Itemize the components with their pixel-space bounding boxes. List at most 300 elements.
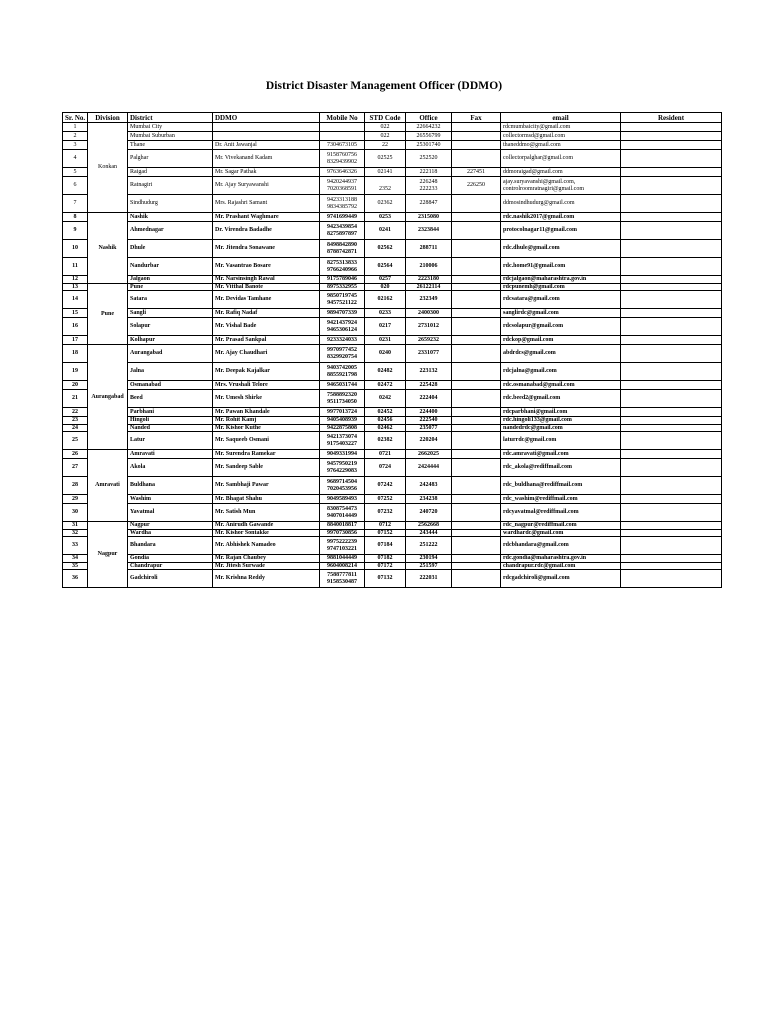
resident-cell [621,390,722,408]
std-code-cell: 07184 [365,537,406,555]
sr-no-cell: 33 [63,537,88,555]
mobile-cell: 9420244937 7020368591 [320,177,365,195]
fax-cell [452,381,501,390]
fax-cell [452,417,501,425]
fax-cell [452,570,501,588]
district-cell: Mumbai Suburban [128,132,213,141]
mobile-cell: 8975332955 [320,283,365,291]
header-email: email [501,113,621,123]
sr-no-cell: 9 [63,222,88,240]
table-row [63,529,722,537]
ddmo-cell: Dr. Anit Jawanjal [213,141,320,150]
email-cell: sanglirdc@gmail.com [501,309,621,318]
email-cell: rdc.home91@gmail.com [501,258,621,276]
resident-cell [621,417,722,425]
email-cell: rdcmumbaicity@gmail.com [501,123,621,132]
table-row [63,432,722,450]
email-cell: rdc.hingoli133@gmail.com [501,417,621,425]
email-cell: thaneddmo@gmail.com [501,141,621,150]
ddmo-cell: Mr. Anirudh Gawande [213,522,320,530]
sr-no-cell: 26 [63,450,88,459]
ddmo-cell: Mr. Kishor Sontakke [213,529,320,537]
sr-no-cell: 36 [63,570,88,588]
sr-no-cell: 24 [63,424,88,432]
ddmo-cell: Mr. Prashant Waghmare [213,213,320,222]
district-cell: Jalna [128,363,213,381]
office-cell: 2659232 [406,336,452,345]
district-cell: Raigad [128,168,213,177]
office-cell: 26556799 [406,132,452,141]
std-code-cell: 07182 [365,555,406,563]
mobile-cell: 8308754473 9407014449 [320,504,365,522]
office-cell: 234238 [406,495,452,504]
table-row [63,570,722,588]
sr-no-cell: 18 [63,345,88,363]
fax-cell [452,390,501,408]
ddmo-cell: Mr. Ajay Chaudhari [213,345,320,363]
sr-no-cell: 34 [63,555,88,563]
mobile-cell: 8840018817 [320,522,365,530]
email-cell: protocolnagar11@gmail.com [501,222,621,240]
district-cell: Bhandara [128,537,213,555]
office-cell: 230194 [406,555,452,563]
district-cell: Akola [128,459,213,477]
std-code-cell: 07152 [365,529,406,537]
email-cell: rdc.osmanabad@gmail.com [501,381,621,390]
table-row [63,150,722,168]
fax-cell [452,222,501,240]
mobile-cell: 9465031744 [320,381,365,390]
table-row [63,141,722,150]
district-cell: Palghar [128,150,213,168]
std-code-cell: 0217 [365,318,406,336]
sr-no-cell: 19 [63,363,88,381]
table-row [63,177,722,195]
resident-cell [621,258,722,276]
district-cell: Kolhapur [128,336,213,345]
fax-cell [452,450,501,459]
std-code-cell: 0712 [365,522,406,530]
ddmo-cell: Mr. Krishna Reddy [213,570,320,588]
office-cell: 22664232 [406,123,452,132]
mobile-cell: 9977013724 [320,408,365,417]
sr-no-cell: 21 [63,390,88,408]
table-row [63,522,722,530]
resident-cell [621,123,722,132]
ddmo-cell: Mr. Bhagat Shahu [213,495,320,504]
resident-cell [621,276,722,284]
sr-no-cell: 6 [63,177,88,195]
std-code-cell: 0724 [365,459,406,477]
fax-cell [452,495,501,504]
sr-no-cell: 29 [63,495,88,504]
office-cell: 225428 [406,381,452,390]
mobile-cell: 9158760756 8329439902 [320,150,365,168]
office-cell: 226248 222233 [406,177,452,195]
resident-cell [621,522,722,530]
table-row [63,424,722,432]
resident-cell [621,345,722,363]
mobile-cell: 9850719745 9457521122 [320,291,365,309]
ddmo-table [62,112,722,588]
resident-cell [621,150,722,168]
std-code-cell: 0241 [365,222,406,240]
header-row [63,113,722,123]
table-row [63,477,722,495]
resident-cell [621,318,722,336]
office-cell: 288711 [406,240,452,258]
district-cell: Dhule [128,240,213,258]
email-cell: collectorpalghar@gmail.com [501,150,621,168]
email-cell: ajay.suryavanshi@gmail.com, controlroomratnagiri@gmail.com [501,177,621,195]
email-cell: rdc.amravati@gmail.com [501,450,621,459]
sr-no-cell: 16 [63,318,88,336]
resident-cell [621,132,722,141]
email-cell: abdrdcs@gmail.com [501,345,621,363]
sr-no-cell: 1 [63,123,88,132]
fax-cell [452,477,501,495]
office-cell: 252520 [406,150,452,168]
resident-cell [621,408,722,417]
std-code-cell: 0231 [365,336,406,345]
ddmo-cell: Mr. Prasad Sankpal [213,336,320,345]
email-cell: nandedrdc@gmail.com [501,424,621,432]
mobile-cell: 9970977452 8329920754 [320,345,365,363]
table-row [63,417,722,425]
mobile-cell [320,123,365,132]
district-cell: Gondia [128,555,213,563]
ddmo-cell: Dr. Virendra Badadhe [213,222,320,240]
email-cell: ddmosindhudurg@gmail.com [501,195,621,213]
division-cell: Nashik [88,213,128,284]
district-cell: Solapur [128,318,213,336]
sr-no-cell: 17 [63,336,88,345]
std-code-cell: 07132 [365,570,406,588]
fax-cell [452,504,501,522]
ddmo-cell: Mr. Satish Mun [213,504,320,522]
mobile-cell: 9457950219 9764229083 [320,459,365,477]
office-cell: 26122114 [406,283,452,291]
sr-no-cell: 32 [63,529,88,537]
district-cell: Thane [128,141,213,150]
fax-cell [452,283,501,291]
district-cell: Latur [128,432,213,450]
std-code-cell: 02162 [365,291,406,309]
email-cell: collectormsd@gmail.com [501,132,621,141]
table-row [63,495,722,504]
fax-cell [452,555,501,563]
ddmo-cell: Mr. Deepak Kajalkar [213,363,320,381]
std-code-cell: 02456 [365,417,406,425]
std-code-cell: 02564 [365,258,406,276]
table-row [63,240,722,258]
sr-no-cell: 10 [63,240,88,258]
table-row [63,222,722,240]
std-code-cell: 02472 [365,381,406,390]
sr-no-cell: 28 [63,477,88,495]
table-row [63,459,722,477]
resident-cell [621,537,722,555]
district-cell: Ahmednagar [128,222,213,240]
resident-cell [621,291,722,309]
office-cell: 243444 [406,529,452,537]
fax-cell [452,562,501,570]
header-sr-no: Sr. No. [63,113,88,123]
office-cell: 222404 [406,390,452,408]
resident-cell [621,141,722,150]
sr-no-cell: 2 [63,132,88,141]
std-code-cell: 0233 [365,309,406,318]
table-row [63,291,722,309]
email-cell: rdc_akola@rediffmail.com [501,459,621,477]
ddmo-cell: Mr. Vasantrao Bosare [213,258,320,276]
std-code-cell: 02462 [365,424,406,432]
fax-cell [452,408,501,417]
std-code-cell: 0253 [365,213,406,222]
district-cell: Amravati [128,450,213,459]
std-code-cell: 02362 [365,195,406,213]
header-district: District [128,113,213,123]
district-cell: Chandrapur [128,562,213,570]
ddmo-cell: Mr. Umesh Shirke [213,390,320,408]
email-cell: rdc.gondia@maharashtra.gov.in [501,555,621,563]
table-row [63,318,722,336]
division-cell: Nagpur [88,522,128,588]
table-row [63,381,722,390]
ddmo-cell: Mr. Vivekanand Kadam [213,150,320,168]
ddmo-cell: Mrs. Vrushali Telore [213,381,320,390]
resident-cell [621,283,722,291]
fax-cell [452,291,501,309]
email-cell: rdckop@gmail.com [501,336,621,345]
table-row [63,195,722,213]
ddmo-cell: Mr. Vishal Bade [213,318,320,336]
resident-cell [621,363,722,381]
mobile-cell: 9881044449 [320,555,365,563]
resident-cell [621,495,722,504]
ddmo-cell: Mr. Sandeep Sable [213,459,320,477]
ddmo-cell: Mr. Narsinsingh Rawal [213,276,320,284]
header-ddmo: DDMO [213,113,320,123]
resident-cell [621,477,722,495]
mobile-cell: 8275313833 9766240966 [320,258,365,276]
mobile-cell: 9970730856 [320,529,365,537]
email-cell: rdcsatara@gmail.com [501,291,621,309]
table-row [63,408,722,417]
std-code-cell: 0240 [365,345,406,363]
office-cell: 242483 [406,477,452,495]
office-cell: 224400 [406,408,452,417]
office-cell: 228847 [406,195,452,213]
ddmo-cell: Mr. Sagar Pathak [213,168,320,177]
std-code-cell: 02482 [365,363,406,381]
district-cell: Nandurbar [128,258,213,276]
ddmo-cell: Mr. Jitendra Sonawane [213,240,320,258]
sr-no-cell: 25 [63,432,88,450]
office-cell: 2223180 [406,276,452,284]
district-cell: Parbhani [128,408,213,417]
fax-cell [452,141,501,150]
district-cell: Hingoli [128,417,213,425]
sr-no-cell: 30 [63,504,88,522]
district-cell: Washim [128,495,213,504]
email-cell: rdc_nagpur@rediffmail.com [501,522,621,530]
division-cell: Konkan [88,123,128,213]
email-cell: rdc.nashik2017@gmail.com [501,213,621,222]
mobile-cell: 9741699449 [320,213,365,222]
table-row [63,345,722,363]
mobile-cell: 9689714504 7020453956 [320,477,365,495]
email-cell: rdc_washim@rediffmail.com [501,495,621,504]
resident-cell [621,450,722,459]
sr-no-cell: 13 [63,283,88,291]
mobile-cell: 9894707339 [320,309,365,318]
ddmo-cell: Mr. Rohit Kamj [213,417,320,425]
sr-no-cell: 4 [63,150,88,168]
office-cell: 222031 [406,570,452,588]
email-cell: rdcgadchiroli@gmail.com [501,570,621,588]
fax-cell [452,345,501,363]
ddmo-cell: Mr. Vitthal Banote [213,283,320,291]
mobile-cell: 9405408939 [320,417,365,425]
mobile-cell: 7588892320 9511734050 [320,390,365,408]
fax-cell [452,363,501,381]
office-cell: 222540 [406,417,452,425]
division-cell: Amravati [88,450,128,522]
fax-cell [452,195,501,213]
office-cell: 210006 [406,258,452,276]
email-cell: rdcbhandara@gmail.com [501,537,621,555]
table-row [63,504,722,522]
table-row [63,390,722,408]
table-row [63,336,722,345]
email-cell: laturrdc@gmail.com [501,432,621,450]
mobile-cell: 9421373074 9175403227 [320,432,365,450]
office-cell: 2331077 [406,345,452,363]
office-cell: 2731012 [406,318,452,336]
district-cell: Wardha [128,529,213,537]
district-cell: Beed [128,390,213,408]
table-row [63,363,722,381]
ddmo-cell: Mr. Kishor Kuthe [213,424,320,432]
email-cell: ddmoraigad@gmail.com [501,168,621,177]
division-cell: Pune [88,283,128,345]
fax-cell [452,459,501,477]
office-cell: 25301740 [406,141,452,150]
sr-no-cell: 31 [63,522,88,530]
resident-cell [621,459,722,477]
sr-no-cell: 20 [63,381,88,390]
std-code-cell: 07252 [365,495,406,504]
resident-cell [621,555,722,563]
email-cell: rdc.dhule@gmail.com [501,240,621,258]
mobile-cell: 9423313188 9834385792 [320,195,365,213]
ddmo-cell: Mr. Abhishek Namadeo [213,537,320,555]
office-cell: 251597 [406,562,452,570]
resident-cell [621,168,722,177]
table-row [63,258,722,276]
office-cell: 240720 [406,504,452,522]
ddmo-cell: Mrs. Rajashri Samant [213,195,320,213]
table-row [63,123,722,132]
sr-no-cell: 35 [63,562,88,570]
resident-cell [621,424,722,432]
email-cell: rdcyavatmal@rediffmail.com [501,504,621,522]
mobile-cell: 9763646326 [320,168,365,177]
email-cell: rdcpunemh@gmail.com [501,283,621,291]
mobile-cell: 9403742005 8855921798 [320,363,365,381]
std-code-cell: 02141 [365,168,406,177]
district-cell: Nagpur [128,522,213,530]
std-code-cell: 020 [365,283,406,291]
sr-no-cell: 3 [63,141,88,150]
fax-cell [452,529,501,537]
office-cell: 2662025 [406,450,452,459]
fax-cell [452,150,501,168]
mobile-cell: 9049331994 [320,450,365,459]
std-code-cell: 0721 [365,450,406,459]
header-office: Office [406,113,452,123]
office-cell: 2424444 [406,459,452,477]
mobile-cell: 9604008214 [320,562,365,570]
resident-cell [621,504,722,522]
fax-cell [452,123,501,132]
district-cell: Satara [128,291,213,309]
email-cell: chandrapur.rdc@gmail.com [501,562,621,570]
ddmo-cell: Mr. Sambhaji Pawar [213,477,320,495]
fax-cell [452,522,501,530]
mobile-cell: 7588777811 9158530487 [320,570,365,588]
email-cell: rdcsolapur@gmail.com [501,318,621,336]
resident-cell [621,177,722,195]
header-std-code: STD Code [365,113,406,123]
fax-cell [452,318,501,336]
sr-no-cell: 7 [63,195,88,213]
resident-cell [621,309,722,318]
fax-cell [452,132,501,141]
fax-cell: 226250 [452,177,501,195]
std-code-cell: 22 [365,141,406,150]
fax-cell: 227451 [452,168,501,177]
mobile-cell: 9233324033 [320,336,365,345]
district-cell: Gadchiroli [128,570,213,588]
district-cell: Jalgaon [128,276,213,284]
ddmo-cell: Mr. Rafiq Nadaf [213,309,320,318]
ddmo-cell: Mr. Ajay Suryawanshi [213,177,320,195]
fax-cell [452,258,501,276]
district-cell: Nanded [128,424,213,432]
std-code-cell: 02562 [365,240,406,258]
table-row [63,562,722,570]
office-cell: 222118 [406,168,452,177]
sr-no-cell: 14 [63,291,88,309]
district-cell: Yavatmal [128,504,213,522]
division-cell: Aurangabad [88,345,128,450]
std-code-cell: 02452 [365,408,406,417]
resident-cell [621,213,722,222]
office-cell: 220204 [406,432,452,450]
resident-cell [621,562,722,570]
std-code-cell: 2352 [365,177,406,195]
resident-cell [621,432,722,450]
resident-cell [621,222,722,240]
ddmo-cell: Mr. Rajan Chaubey [213,555,320,563]
office-cell: 223132 [406,363,452,381]
table-row [63,132,722,141]
resident-cell [621,240,722,258]
fax-cell [452,424,501,432]
office-cell: 251222 [406,537,452,555]
